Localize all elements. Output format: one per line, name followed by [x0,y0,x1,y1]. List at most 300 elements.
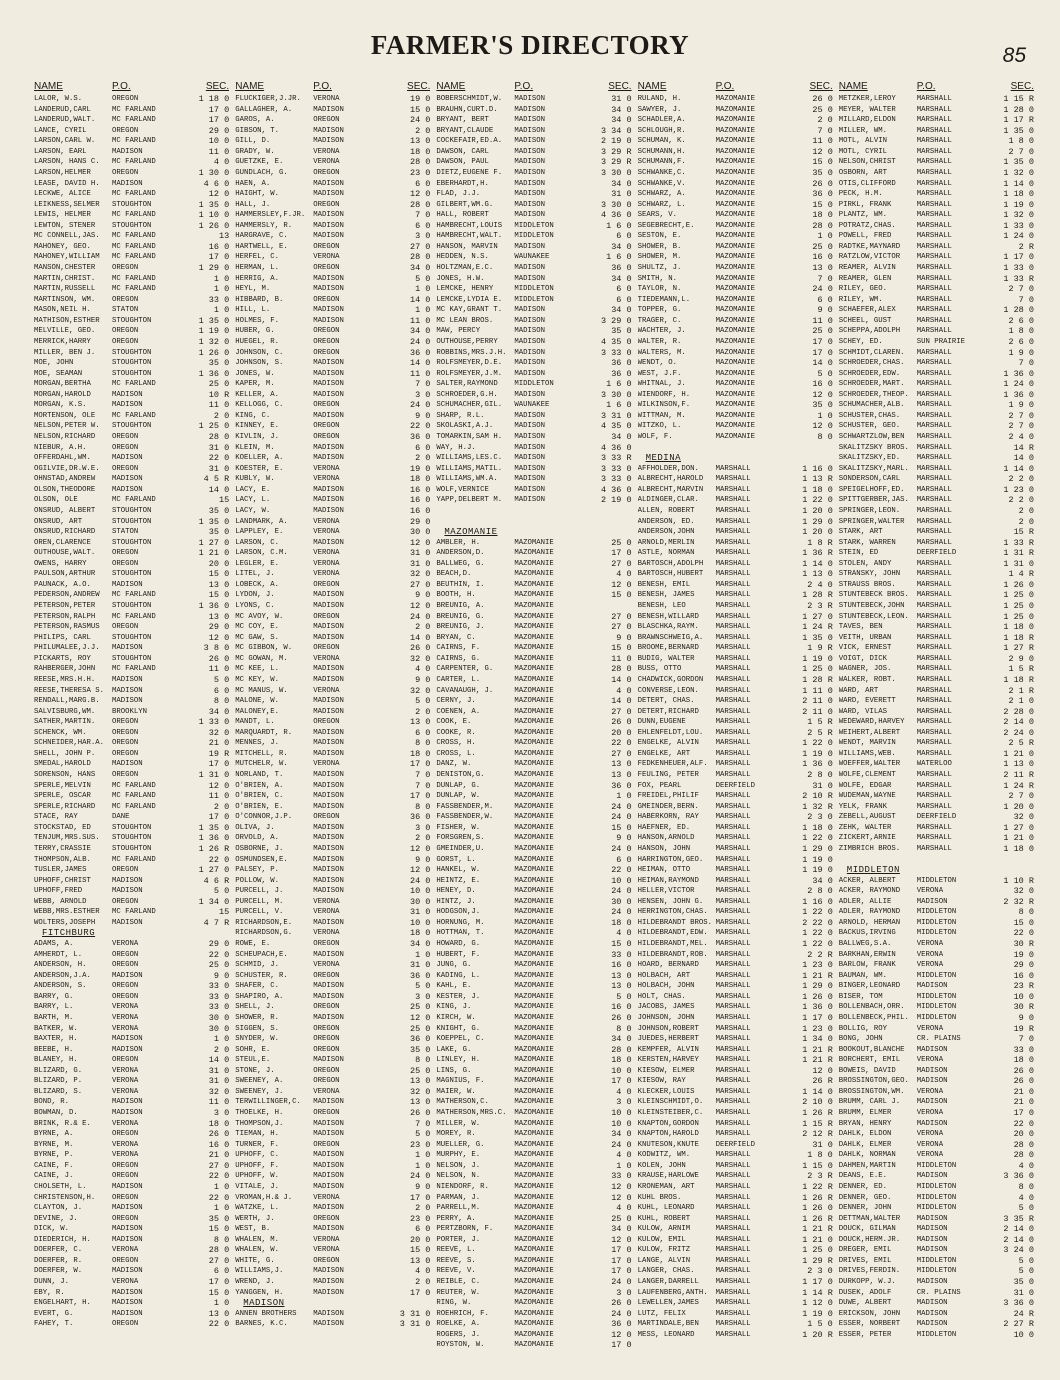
entry-name: MILLARD,ELDON [838,116,896,125]
entry-po: OREGON [112,749,139,758]
entry-name: AMHERDT, L. [34,950,83,959]
entry-name: SCHWARZ, L. [637,200,686,209]
entry-po: MIDDLETON [916,971,957,980]
entry-po: MARSHALL [916,369,952,378]
entry-po: OREGON [112,1256,139,1265]
entry-name: BRYANT, BERT [436,116,489,125]
entry-po: MADISON [313,633,344,642]
directory-row [839,231,1034,242]
directory-row [638,770,833,781]
entry-sec: 7 0 [1018,358,1034,369]
directory-row [638,147,833,158]
entry-po: MADISON [313,1320,344,1329]
entry-po: MARSHALL [916,348,952,357]
entry-sec: 18 0 [208,1118,230,1129]
entry-sec: 2 7 0 [1008,421,1034,432]
entry-sec: 18 0 [409,748,431,759]
entry-sec: 18 0 [812,210,833,221]
blank-row [839,855,1034,866]
entry-po: MAZOMANIE [514,707,554,716]
entry-po: MIDDLETON [916,1182,957,1191]
entry-po: MARSHALL [916,580,952,589]
entry-po: MARSHALL [916,359,952,368]
entry-name: ACKER, ALBERT [838,876,896,885]
directory-row [839,295,1034,306]
entry-po: MARSHALL [715,686,751,695]
directory-row [235,569,430,580]
entry-po: OREGON [313,116,340,125]
directory-row [436,1266,631,1277]
entry-po: MIDDLETON [916,1161,957,1170]
directory-row [34,1140,229,1151]
directory-row [235,1203,430,1214]
directory-row [839,939,1034,950]
entry-sec: 15 0 [611,643,632,654]
entry-name: OWENS, HARRY [34,559,87,568]
entry-sec: 26 0 [812,178,833,189]
entry-po: MARSHALL [715,1320,751,1329]
directory-row [34,1256,229,1267]
entry-sec: 7 0 [817,125,833,136]
directory-row [839,1140,1034,1151]
entry-name: SKOLASKI,A.J. [436,422,494,431]
entry-sec: 1 15 0 [802,1160,833,1171]
entry-name: SCHUMANN,H. [637,147,686,156]
entry-po: MARSHALL [916,570,952,579]
entry-sec: 2 3 R [807,1171,833,1182]
entry-name: RATZLOW,VICTOR [838,253,901,262]
entry-sec: 13 0 [409,1255,431,1266]
entry-sec: 2 11 0 [802,706,833,717]
directory-row [235,1309,430,1320]
entry-po: MADISON [313,834,344,843]
entry-po: MADISON [313,665,344,674]
entry-po: MADISON [313,697,344,706]
entry-sec: 3 24 0 [1003,1245,1034,1256]
directory-row [34,1034,229,1045]
entry-name: CAINE, J. [34,1172,74,1181]
entry-name: KAPER, M. [235,380,275,389]
entry-sec: 1 19 0 [802,854,833,865]
entry-name: DRIVES, EMIL [838,1256,892,1265]
directory-row [34,707,229,718]
directory-row [436,612,631,623]
directory-row [839,358,1034,369]
entry-name: BENESH, LEO [637,602,686,610]
entry-name: DOUCK,HERM.JR. [838,1235,901,1244]
entry-po: MADISON [514,147,546,156]
entry-sec: 2 7 0 [1008,284,1034,295]
entry-name: JUEDES,HERBERT [637,1035,699,1044]
entry-name: REAMER, GLEN [838,274,892,283]
entry-po: MARSHALL [916,771,952,779]
header-po: P.O. [715,81,735,92]
entry-po: MAZOMANIE [715,359,756,368]
entry-name: PARMAN, J. [436,1193,481,1202]
directory-row [436,823,631,834]
entry-name: SMITH, N. [637,274,678,283]
entry-sec: 17 0 [611,548,632,559]
directory-row [839,749,1034,760]
directory-row [436,1129,631,1140]
entry-sec: 1 19 0 [802,653,833,664]
entry-name: PERTZBORN, F. [436,1225,494,1234]
directory-row [638,696,833,707]
entry-name: EVERT, G. [34,1309,74,1318]
entry-po: MARSHALL [715,1066,751,1075]
directory-row [235,411,430,422]
entry-name: ALLEN, ROBERT [637,506,695,515]
entry-sec: 13 0 [611,770,632,780]
entry-name: ENGELHART, H. [34,1299,91,1308]
directory-row [638,738,833,749]
entry-sec: 1 25 0 [802,1245,833,1256]
entry-sec: 7 0 [817,273,833,284]
entry-po: MADISON [112,147,143,156]
entry-name: KIESOW, ELMER [637,1066,695,1075]
entry-name: BEEBE, H. [34,1045,74,1054]
directory-row [34,865,229,876]
entry-sec: 24 0 [812,284,833,295]
entry-po: MARSHALL [916,834,952,843]
entry-name: MATHISON,ESTHER [34,316,100,325]
directory-row [34,728,229,739]
entry-name: FREIDEL,PHILIF [637,792,699,801]
entry-name: HALL, J. [235,200,271,209]
entry-name: OSBORN, ART [838,168,887,177]
directory-row [839,443,1034,454]
entry-name: WAY, H.J. [436,443,476,452]
entry-sec: 1 21 R [802,1044,833,1055]
entry-po: VERONA [112,1077,139,1086]
entry-po: VERONA [916,1056,944,1065]
directory-row [638,369,833,380]
entry-sec: 1 17 R [1003,115,1034,126]
entry-sec: 8 0 [415,1055,431,1066]
directory-row [638,580,833,591]
entry-name: ARNOLD, HERMAN [838,918,901,927]
directory-row [235,601,430,612]
directory-row [436,844,631,855]
entry-name: BOWEIS, DAVID [838,1066,896,1075]
entry-name: MENNES, J. [235,739,279,748]
header-po: P.O. [313,81,332,92]
entry-name: KUHL, ROBERT [637,1214,691,1223]
directory-row [839,876,1034,887]
entry-po: VERONA [112,1066,139,1075]
entry-po: MIDDLETON [916,918,957,927]
entry-po: MADISON [313,623,344,632]
entry-po: MARSHALL [715,1246,751,1255]
entry-po: MC FARLAND [112,908,156,917]
directory-row [235,897,430,908]
entry-name: MC MANUS, W. [235,686,288,695]
directory-row [235,115,430,126]
entry-po: VERONA [313,1087,340,1096]
entry-po: MADISON [313,771,344,779]
entry-po: MAZOMANIE [514,802,554,811]
directory-row [638,749,833,760]
directory-row [235,791,430,802]
entry-name: WALKER, ROBT. [838,675,896,684]
entry-sec: 36 0 [812,189,833,200]
entry-name: SMEDAL,HAROLD [34,760,91,769]
entry-po: MADISON [313,823,344,832]
directory-row [638,717,833,728]
entry-sec: 27 0 [611,611,632,622]
entry-name: CAIRNS, G. [436,654,481,663]
entry-name: OUTHOUSE,WALT. [34,549,96,558]
entry-sec: 1 36 0 [198,368,230,379]
entry-sec: 29 0 [1013,960,1034,971]
entry-sec: 16 0 [812,379,833,390]
directory-row [34,1319,229,1330]
directory-row [235,918,430,929]
directory-row [436,1066,631,1077]
entry-po: MARSHALL [916,506,952,515]
directory-row [436,136,631,147]
entry-sec: 9 0 [817,305,833,316]
entry-name: WILLIAMS,J. [235,1267,284,1276]
entry-po: MARSHALL [916,211,952,220]
entry-po: MADISON [916,1246,948,1255]
entry-name: KRAUSE,HARLOWE [637,1172,699,1181]
entry-name: PARRELL,M. [436,1204,481,1213]
entry-name: BOLLIG, ROY [838,1024,887,1033]
entry-po: CR. PLAINS [916,1035,961,1044]
entry-po: STOUGHTON [112,517,152,526]
entry-name: WERTH, J. [235,1214,275,1223]
entry-name: SCHROEDER,CHAS. [838,359,905,368]
entry-sec: 1 34 0 [198,896,230,907]
directory-row [34,147,229,158]
entry-po: BROOKLYN [112,707,148,716]
entry-po: MAZOMANIE [715,422,756,431]
directory-row [436,728,631,739]
entry-po: MARSHALL [715,1214,751,1223]
entry-po: MADISON [313,380,344,389]
entry-po: MAZOMANIE [514,1193,554,1202]
entry-po: MAZOMANIE [514,1024,554,1033]
entry-sec: 11 0 [208,1097,230,1108]
entry-po: MAZOMANIE [715,158,756,167]
entry-po: MARSHALL [715,982,751,991]
entry-sec: 36 0 [611,358,632,369]
entry-name: RING, W. [436,1299,472,1308]
directory-row [235,749,430,760]
entry-po: MARSHALL [715,517,751,526]
entry-sec: 33 0 [208,981,230,992]
entry-sec: 22 0 [208,854,230,865]
entry-name: DIETZ,EUGENE F. [436,168,503,177]
entry-po: MAZOMANIE [514,992,554,1001]
directory-row [235,369,430,380]
entry-po: MAZOMANIE [514,1109,554,1117]
entry-sec: 1 25 0 [198,421,230,432]
entry-sec: 4 0 [616,1150,632,1161]
entry-sec: 13 0 [409,1097,431,1108]
entry-sec: 1 22 0 [802,833,833,844]
entry-sec: 1 21 R [802,1055,833,1066]
entry-po: MARSHALL [715,1330,751,1339]
entry-name: DUNLAP, G. [436,781,481,790]
entry-name: ANDERSON, H. [34,961,87,970]
directory-row [436,717,631,728]
entry-po: MARSHALL [715,1256,751,1265]
entry-po: MARSHALL [715,654,751,663]
entry-sec: 1 18 0 [1003,189,1034,200]
entry-sec: 24 0 [409,611,431,622]
entry-po: MADISON [916,1172,948,1181]
entry-sec: 19 0 [409,463,431,474]
entry-sec: 4 0 [616,928,632,939]
entry-sec: 1 18 0 [1003,843,1034,854]
directory-row [235,1171,430,1182]
entry-po: MADISON [313,781,344,790]
entry-name: MC GIBBON, W. [235,644,293,653]
entry-name: COENEN, A. [436,707,481,716]
entry-sec: 1 21 R [802,1224,833,1235]
entry-sec: 13 0 [611,759,632,770]
entry-po: MAZOMANIE [514,749,554,758]
entry-name: COCKEFAIR,ED.A. [436,137,503,146]
entry-po: MADISON [313,105,344,114]
entry-po: DEERFIELD [715,781,756,790]
entry-name: JACOBS, JAMES [637,1003,695,1012]
entry-po: MARSHALL [715,1193,751,1202]
directory-row [34,506,229,517]
directory-row [839,179,1034,190]
entry-name: HORNUNG, M. [436,918,485,927]
entry-po: MARSHALL [715,929,751,938]
directory-row [839,1024,1034,1035]
entry-name: WILKINSON,F. [637,401,691,410]
entry-sec: 25 0 [812,104,833,115]
entry-sec: 1 35 0 [198,199,230,210]
entry-name: MAGNIUS, F. [436,1077,485,1086]
entry-sec: 2 9 0 [1008,653,1034,664]
entry-sec: 34 0 [611,1129,632,1140]
entry-name: REEVE, L. [436,1246,476,1255]
directory-row [839,421,1034,432]
entry-name: HILDEBRANDT,MEL. [637,940,708,948]
entry-po: STOUGHTON [112,316,152,325]
entry-sec: 36 0 [611,368,632,379]
directory-row [235,781,430,792]
directory-row [436,358,631,369]
entry-name: WOLFE, EDGAR [838,781,892,790]
entry-po: MC FARLAND [112,211,156,220]
entry-sec: 1 19 0 [1003,199,1034,210]
entry-name: KADING, L. [436,971,481,980]
directory-row [34,443,229,454]
entry-sec: 21 0 [1013,1086,1034,1097]
entry-sec: 16 0 [812,252,833,263]
entry-name: HILDEBRANDT,ROB. [637,950,708,959]
entry-name: LAKE, G. [436,1045,472,1054]
entry-sec: 22 0 [208,453,230,464]
directory-row [34,295,229,306]
entry-po: MAZOMANIE [514,675,554,684]
directory-row [839,252,1034,263]
entry-name: HENSEN, JOHN G. [637,897,704,906]
entry-name: OFFERDAHL,WM. [34,454,91,463]
entry-sec: 26 0 [409,643,431,654]
entry-po: MAZOMANIE [514,982,554,991]
entry-sec: 26 0 [1013,1065,1034,1076]
entry-name: ROEHRICH, F. [436,1309,489,1318]
entry-name: SPERLE, OSCAR [34,792,91,801]
township-name: FITCHBURG [42,928,96,939]
entry-name: LANGER,DARRELL [637,1278,699,1286]
entry-name: WOLF, F. [637,433,673,441]
directory-row [436,928,631,939]
directory-row [34,284,229,295]
directory-row [34,453,229,464]
entry-sec: 1 18 0 [802,822,833,833]
entry-sec: 1 20 0 [802,527,833,538]
entry-sec: 32 0 [208,1086,230,1097]
entry-name: REESE,MRS.H.H. [34,675,96,684]
entry-sec: 12 0 [409,843,431,854]
entry-po: OREGON [313,422,340,431]
entry-sec: 4 5 R [203,474,230,485]
entry-name: LACY, E. [235,485,271,494]
entry-sec: 4 0 [616,1086,632,1097]
entry-name: SHARP, R.L. [436,411,485,420]
entry-sec: 15 0 [409,1245,431,1256]
entry-sec: 9 0 [415,1181,431,1192]
entry-po: MC FARLAND [112,232,156,241]
entry-po: STOUGHTON [112,844,152,853]
entry-name: CHADWICK,GORDON [637,675,704,684]
entry-name: TAVES, BEN [838,623,883,632]
entry-sec: 1 8 R [807,537,833,548]
entry-name: UPHOFF, C. [235,1151,279,1160]
entry-name: SOHR, E. [235,1045,271,1054]
entry-sec: 4 36 0 [600,484,632,495]
entry-sec: 1 6 0 [606,379,632,390]
directory-row [436,421,631,432]
directory-row [839,126,1034,137]
column-header [34,70,229,92]
entry-sec: 1 36 0 [198,833,230,844]
entry-sec: 30 0 [208,1012,230,1023]
entry-sec: 1 0 [213,1181,230,1192]
entry-name: WENDT, MARVIN [838,739,896,748]
entry-name: KUHL, LEONARD [637,1204,695,1213]
entry-name: DUNN,EUGENE [637,718,686,727]
entry-name: DAHMEN,MARTIN [838,1161,896,1170]
directory-row [34,812,229,823]
entry-name: MORTENSON, OLE [34,411,96,420]
entry-name: WILLIAMS,WM.A. [436,475,498,484]
entry-name: BLIZARD, P. [34,1077,83,1086]
entry-name: ENGELKE, ALVIN [637,739,699,748]
entry-sec: 1 28 R [802,590,833,601]
entry-sec: 1 19 0 [802,1308,833,1319]
entry-po: MAZOMANIE [514,1130,554,1139]
directory-row [235,590,430,601]
directory-row [638,897,833,908]
entry-sec: 28 0 [812,220,833,231]
directory-row [839,1161,1034,1172]
entry-name: EBY, R. [34,1288,65,1297]
entry-po: MC FARLAND [112,496,156,505]
directory-row [839,400,1034,411]
directory-row [638,400,833,411]
directory-row [436,865,631,876]
